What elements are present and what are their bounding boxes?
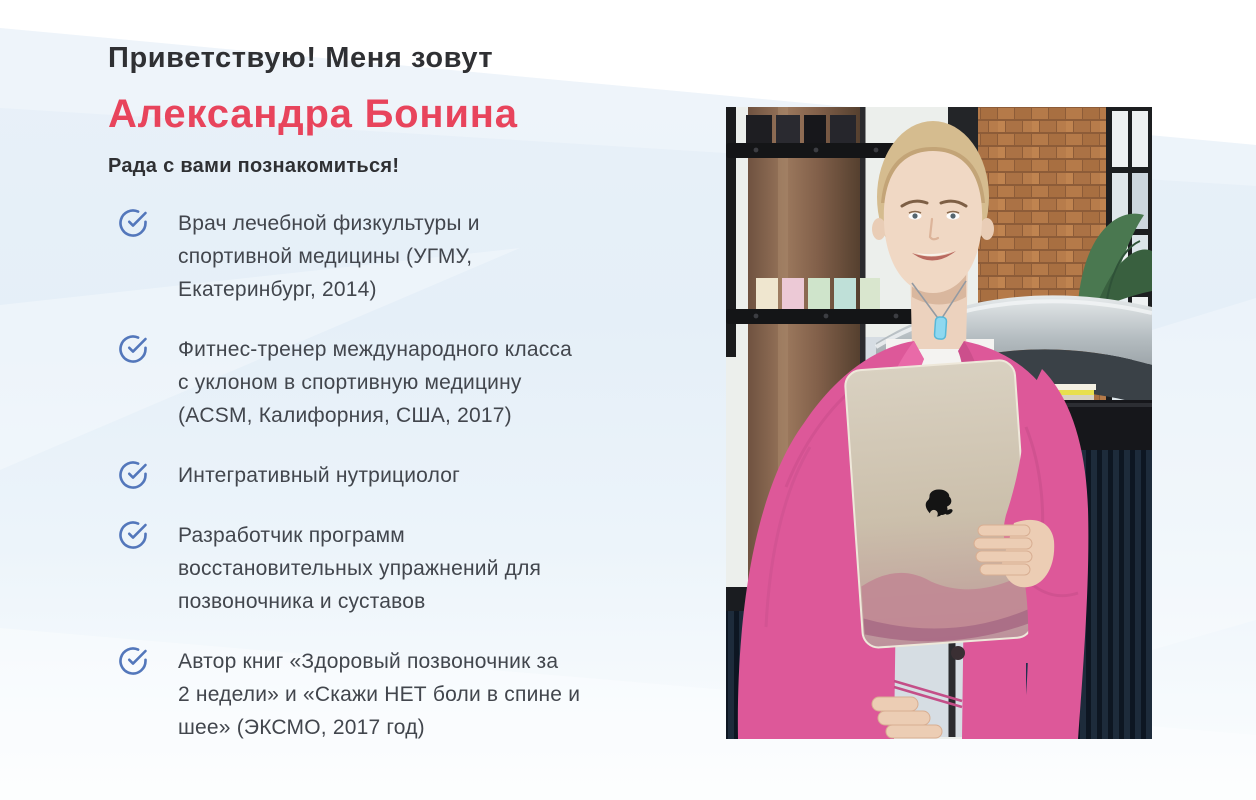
list-item — [118, 645, 678, 744]
check-circle-icon — [118, 334, 148, 364]
check-circle-icon — [118, 520, 148, 550]
list-item — [118, 519, 678, 618]
credential-text: Разработчик программ восстановительных упражнений для позвоночника и суставов — [178, 524, 542, 613]
intro-section — [108, 41, 678, 771]
check-circle-icon — [118, 460, 148, 490]
person-name-heading: Александра Бонина — [108, 92, 518, 136]
list-item — [118, 333, 678, 432]
list-item — [118, 207, 678, 306]
credential-text: Врач лечебной физкультуры и спортивной медицины (УГМУ, Екатеринбург, 2014) — [178, 212, 480, 301]
subtitle: Рада с вами познакомиться! — [108, 155, 400, 177]
credential-text: Автор книг «Здоровый позвоночник за 2 недели» и «Скажи НЕТ боли в спине и шее» (ЭКСМО, 2017 год) — [178, 650, 581, 739]
laptop — [844, 359, 1033, 648]
check-circle-icon — [118, 646, 148, 676]
list-item — [118, 459, 678, 492]
blazer-button — [951, 646, 965, 660]
credential-text: Фитнес-тренер международного класса с уклоном в спортивную медицину (ACSM, Калифорния, США, 2017) — [178, 338, 572, 427]
greeting-heading: Приветствую! Меня зовут — [108, 42, 494, 74]
credential-text: Интегративный нутрициолог — [178, 464, 460, 487]
check-circle-icon — [118, 208, 148, 238]
profile-photo — [726, 107, 1152, 739]
credentials-list — [108, 207, 678, 744]
